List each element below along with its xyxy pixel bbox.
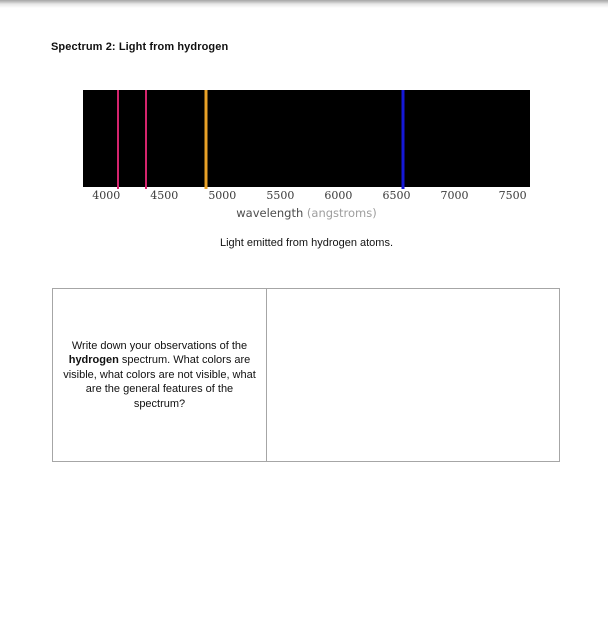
section-title: Spectrum 2: Light from hydrogen [51, 41, 229, 53]
spectral-line [205, 90, 208, 189]
answer-cell[interactable] [267, 289, 559, 461]
x-axis-label [83, 206, 530, 220]
page-top-edge [0, 0, 608, 8]
x-axis-label-main: wavelength [236, 206, 304, 220]
x-axis-label-unit: (angstroms) [303, 206, 377, 220]
x-tick-label: 5000 [208, 189, 237, 202]
spectral-line [117, 90, 119, 189]
x-tick-label: 7000 [440, 189, 469, 202]
question-cell [53, 289, 267, 461]
x-tick-label: 4000 [92, 189, 121, 202]
x-tick-label: 6000 [324, 189, 353, 202]
x-tick-label: 7500 [498, 189, 527, 202]
x-tick-label: 4500 [150, 189, 179, 202]
x-axis-ticks [83, 189, 530, 203]
x-tick-label: 5500 [266, 189, 295, 202]
observations-table [52, 288, 560, 462]
figure-caption: Light emitted from hydrogen atoms. [219, 237, 394, 249]
spectral-line [402, 90, 405, 189]
spectrum-plot [83, 90, 530, 187]
spectral-line [145, 90, 147, 189]
question-text: Write down your observations of the hydrogen spectrum. What colors are visible, what colors are not visible, what are the general features of the spectrum? [63, 339, 256, 410]
x-tick-label: 6500 [382, 189, 411, 202]
